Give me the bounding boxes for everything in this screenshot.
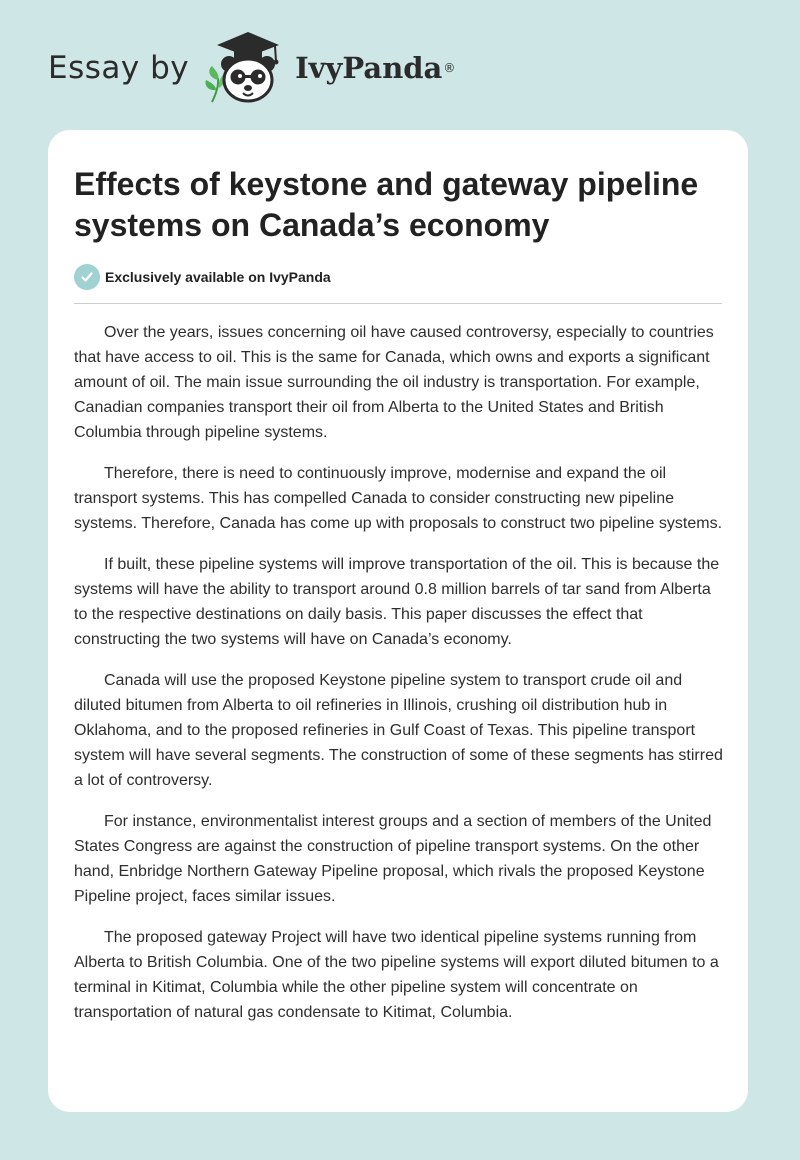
paragraph: Over the years, issues concerning oil have caused controversy, especially to countries that have access to oil. This is the same for Canada, which owns and exports a significant amount of oil. The main issue surrounding the oil industry is transportation. For example, Canadian companies transport their oil from Alberta to the United States and British Columbia through pipeline systems. [74, 324, 714, 441]
brand-prefix: Essay by [48, 50, 190, 86]
essay-body [74, 320, 726, 1041]
paragraph: The proposed gateway Project will have two identical pipeline systems running from Alberta to British Columbia. One of the two pipeline systems will export diluted bitumen to a terminal in Kitimat, Columbia while the other pipeline system will concentrate on transportation of natural gas condensate to Kitimat, Columbia. [74, 929, 719, 1021]
exclusive-badge [74, 264, 331, 290]
divider [74, 303, 722, 304]
paragraph: Canada will use the proposed Keystone pipeline system to transport crude oil and diluted bitumen from Alberta to oil refineries in Illinois, crushing oil distribution hub in Oklahoma, and to the proposed refineries in Gulf Coast of Texas. This pipeline transport system will have several segments. The construction of some of these segments has stirred a lot of controversy. [74, 672, 723, 789]
registered-mark: ® [443, 61, 456, 75]
paragraph: For instance, environmentalist interest groups and a section of members of the United States Congress are against the construction of pipeline transport systems. On the other hand, Enbridge Northern Gateway Pipeline proposal, which rivals the proposed Keystone Pipeline project, faces similar issues. [74, 813, 712, 905]
paragraph: Therefore, there is need to continuously improve, modernise and expand the oil transport systems. This has compelled Canada to consider constructing new pipeline systems. Therefore, Canada has come up with proposals to construct two pipeline systems. [74, 465, 723, 532]
badge-label: Exclusively available on IvyPanda [105, 269, 331, 285]
essay-card [48, 130, 748, 1112]
check-circle-icon [74, 264, 100, 290]
brand-name: IvyPanda [295, 51, 443, 85]
panda-logo-icon [203, 28, 293, 108]
brand-header[interactable] [48, 28, 455, 108]
paragraph: If built, these pipeline systems will improve transportation of the oil. This is because the systems will have the ability to transport around 0.8 million barrels of tar sand from Alberta to the respective destinations on daily basis. This paper discusses the effect that constructing the two systems will have on Canada’s economy. [74, 556, 720, 648]
page-title: Effects of keystone and gateway pipeline systems on Canada’s economy [74, 166, 699, 243]
